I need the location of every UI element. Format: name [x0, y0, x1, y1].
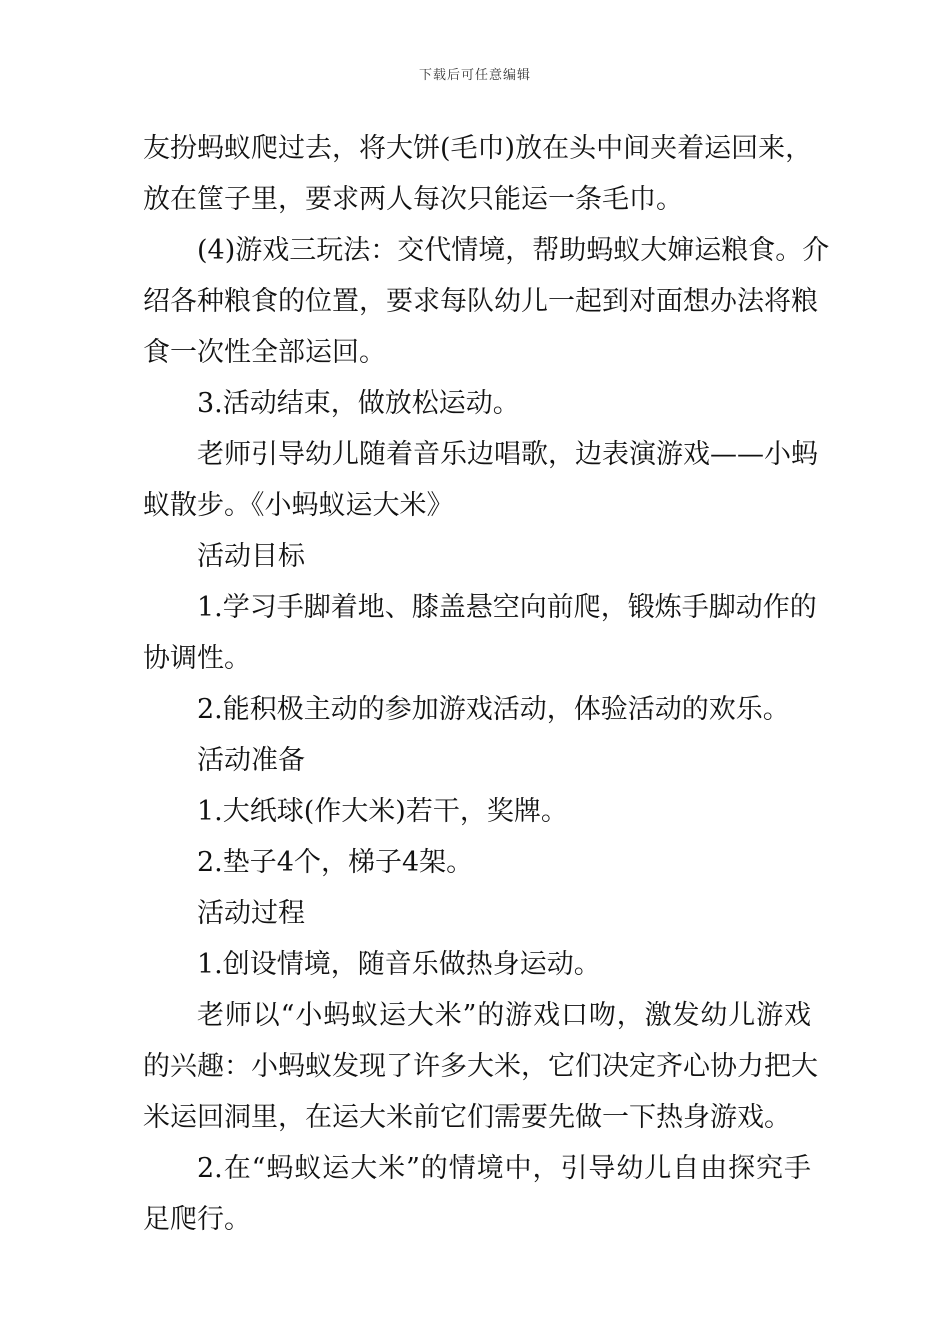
text-line: 活动准备 — [197, 745, 305, 776]
text-line: 1.创设情境，随音乐做热身运动。 — [197, 949, 601, 980]
page-header: 下载后可任意编辑 — [418, 68, 531, 83]
text-line: 蚁散步。《小蚂蚁运大米》 — [143, 490, 454, 521]
text-line: 足爬行。 — [143, 1204, 251, 1235]
text-line: 1.大纸球(作大米)若干，奖牌。 — [197, 796, 568, 827]
text-line: 2.在“蚂蚁运大米”的情境中，引导幼儿自由探究手 — [197, 1153, 811, 1184]
text-line: 活动过程 — [197, 898, 305, 929]
text-line: 1.学习手脚着地、膝盖悬空向前爬，锻炼手脚动作的 — [197, 592, 817, 623]
text-line: 3.活动结束，做放松运动。 — [197, 388, 520, 419]
text-line: (4)游戏三玩法：交代情境，帮助蚂蚁大婶运粮食。介 — [197, 235, 830, 266]
text-line: 老师以“小蚂蚁运大米”的游戏口吻，激发幼儿游戏 — [197, 1000, 811, 1031]
text-line: 2.能积极主动的参加游戏活动，体验活动的欢乐。 — [197, 694, 790, 725]
document-body — [143, 123, 830, 1245]
text-line: 食一次性全部运回。 — [143, 337, 386, 368]
text-line: 活动目标 — [197, 541, 305, 572]
text-line: 绍各种粮食的位置，要求每队幼儿一起到对面想办法将粮 — [143, 286, 818, 317]
text-line: 的兴趣：小蚂蚁发现了许多大米，它们决定齐心协力把大 — [143, 1051, 818, 1082]
text-line: 友扮蚂蚁爬过去，将大饼(毛巾)放在头中间夹着运回来， — [143, 133, 813, 164]
text-line: 老师引导幼儿随着音乐边唱歌，边表演游戏——小蚂 — [197, 439, 818, 470]
text-line: 米运回洞里，在运大米前它们需要先做一下热身游戏。 — [143, 1102, 791, 1133]
text-line: 2.垫子4个，梯子4架。 — [197, 847, 474, 878]
text-line: 协调性。 — [143, 643, 251, 674]
text-line: 放在筐子里，要求两人每次只能运一条毛巾。 — [143, 184, 683, 215]
